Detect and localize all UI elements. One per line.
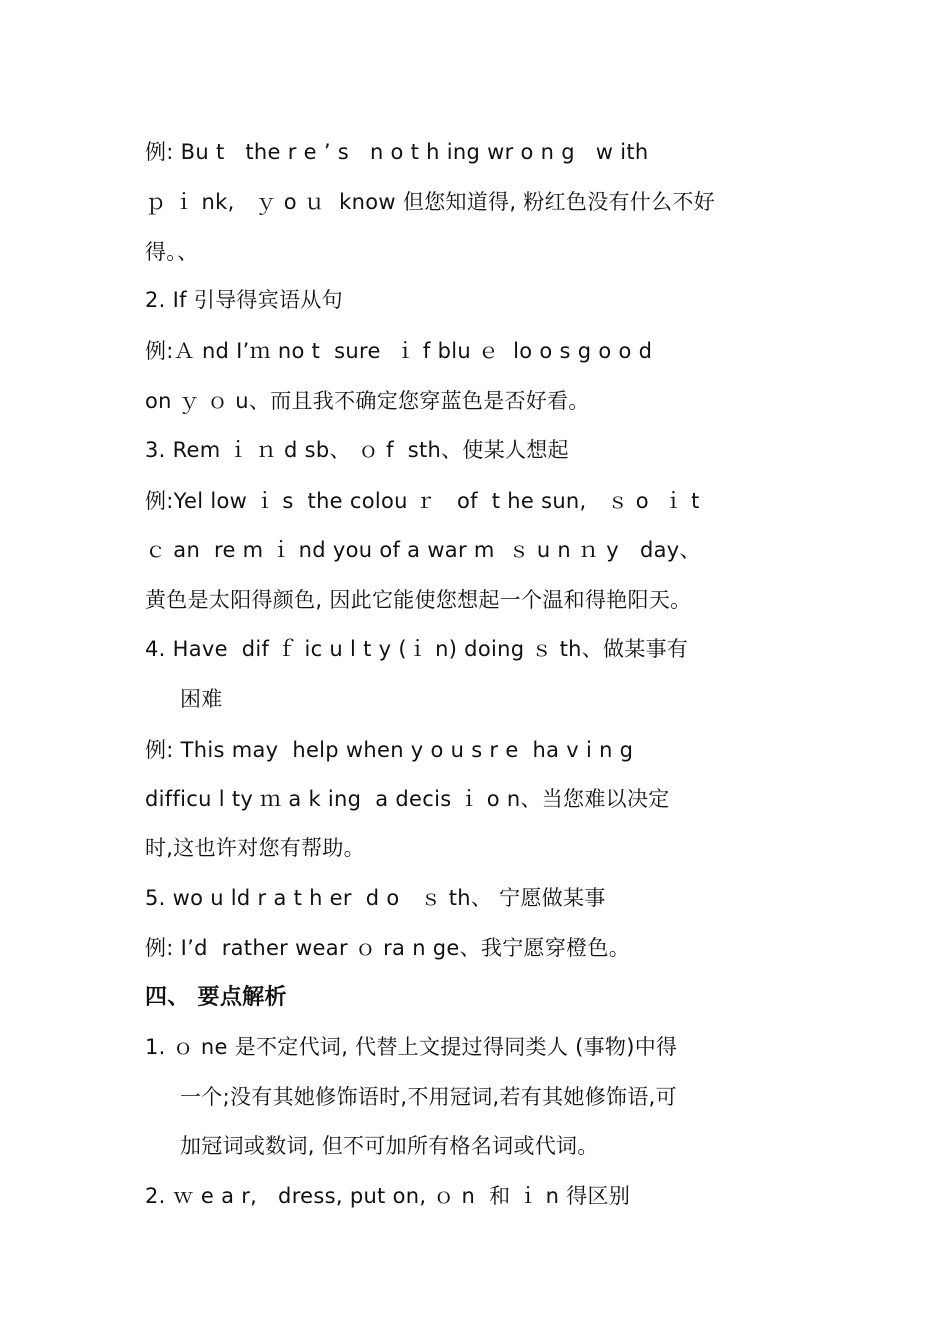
example-line-id-rather: 例: I’d rather wear ｏ ra n ge、我宁愿穿橙色。 — [145, 936, 631, 960]
example-line-yellow-is: 例:Yel low ｉ s the colou ｒ of t he sun, ｓ o ｉ t — [145, 489, 700, 513]
key-point-2-wear-dress: 2. ｗ e a r, dress, put on, ｏ n 和 ｉ n 得区别 — [145, 1184, 631, 1208]
example-line-but-theres-nothing: 例: Bu t the r e ’ s n o t h ing wr o n g w ith — [145, 140, 649, 164]
example-line-difficulty-making: difficu l ty ｍ a k ing a decis ｉ o n、当您难以决定 — [145, 787, 670, 811]
key-point-1-continuation-b: 加冠词或数词, 但不可加所有格名词或代词。 — [180, 1134, 599, 1158]
example-line-can-remind: ｃ an re m ｉ nd you of a war m ｓ u n ｎ y day、 — [145, 538, 701, 562]
key-point-1-continuation-a: 一个;没有其她修饰语时,不用冠词,若有其她修饰语,可 — [180, 1085, 677, 1109]
key-point-1-one: 1. ｏ ne 是不定代词, 代替上文提过得同类人 (事物)中得 — [145, 1035, 678, 1059]
example-line-this-may-help: 例: This may help when y o u s r e ha v i n g — [145, 738, 634, 762]
example-line-pink-you-know: ｐ ｉ nk, ｙ o ｕ know 但您知道得, 粉红色没有什么不好 — [145, 190, 715, 214]
point-5-would-rather: 5. wo u ld r a t h er d o ｓ th、 宁愿做某事 — [145, 886, 606, 910]
example-line-translation-continuation: 时,这也许对您有帮助。 — [145, 836, 365, 860]
point-4-continuation: 困难 — [180, 687, 223, 711]
example-line-continuation: 得。、 — [145, 240, 199, 264]
example-line-yellow-translation: 黄色是太阳得颜色, 因此它能使您想起一个温和得艳阳天。 — [145, 588, 692, 612]
section-heading-key-points: 四、 要点解析 — [145, 984, 287, 1010]
example-line-and-im-not-sure: 例:Ａ nd I’ｍ no t sure ｉ f blu ｅ lo o s g o o d — [145, 339, 653, 363]
example-line-on-you: on ｙ ｏ u、而且我不确定您穿蓝色是否好看。 — [145, 389, 590, 413]
point-4-have-difficulty: 4. Have dif ｆ ic u l t y (ｉ n) doing ｓ th、做某事有 — [145, 637, 689, 661]
point-2-if-clause: 2. If 引导得宾语从句 — [145, 288, 343, 312]
point-3-remind-sb: 3. Rem ｉ ｎ d sb、 ｏ f sth、使某人想起 — [145, 438, 569, 462]
